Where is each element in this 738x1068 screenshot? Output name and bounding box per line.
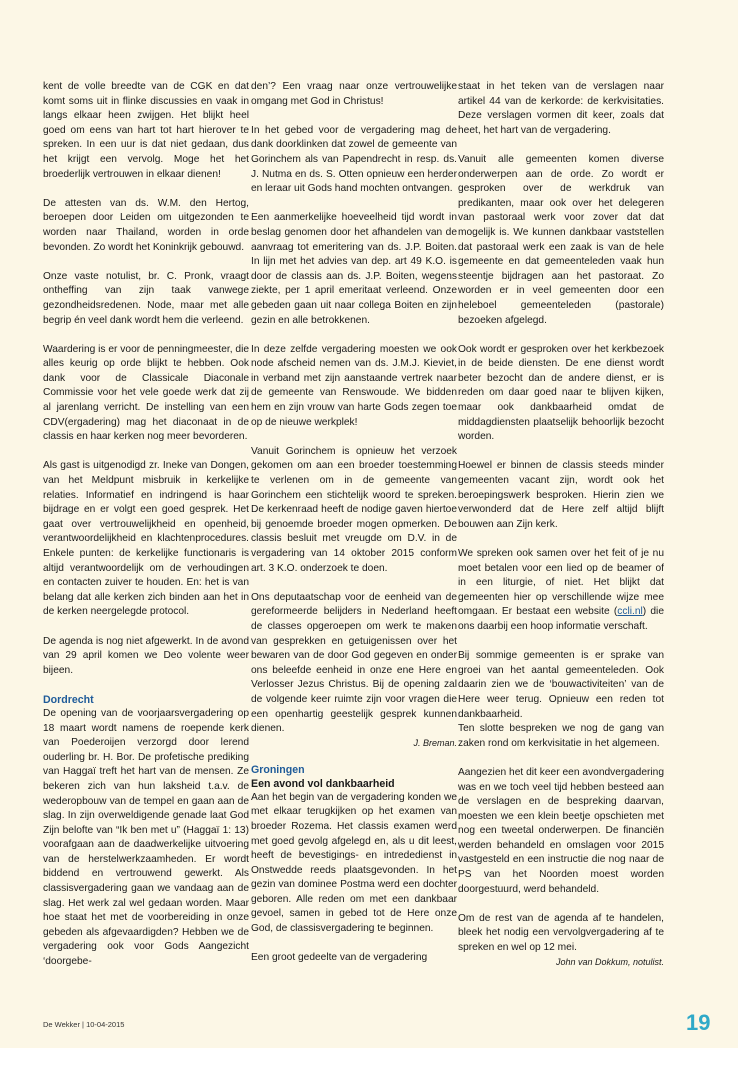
paragraph: Ons deputaatschap voor de eenheid van de gereformeerde belijders in Nederland heeft de classes opgeroepen om werk te maken van gesprekken en getuigenissen over het bewaren van de door God gegeven en onder ons beleefde eenheid in onze ene Here en Verlosser Jezus Christus. Bij de opening zal de volgende keer ruimte zijn voor vragen die een openhartig geestelijk gesprek kunnen dienen. bbox=[251, 591, 457, 735]
paragraph: Bij sommige gemeenten is er sprake van groei van het aantal gemeenteleden. Ook daarin zien we de ‘bouwactiviteiten’ van de Here weer terug. Opnieuw een reden tot dankbaarheid. bbox=[458, 650, 664, 720]
publication-footer: De Wekker | 10-04-2015 bbox=[43, 1020, 125, 1029]
paragraph: Aan het begin van de vergadering konden we met elkaar terugkijken op het examen van broeder Rozema. Het classis examen werd met goed gevolg afgelegd en, als u dit leest, heeft de bevestigings- en intrededienst in Onstwedde reeds plaatsgevonden. In het gezin van dominee Postma werd een dochter geboren. Alle reden om met een dankbaar gevoel, samen in gebed tot de Here onze God, de classisvergadering te beginnen. bbox=[251, 791, 457, 935]
paragraph: Onze vaste notulist, br. C. Pronk, vraagt ontheffing van zijn taak vanwege gezondheidsredenen. Node, maar met alle begrip én veel dank wordt hem die verleend. bbox=[43, 270, 249, 326]
paragraph: Waardering is er voor de penningmeester, die alles keurig op orde blijkt te hebben. Ook dank voor de Classicale Diaconale Commissie voor het vele goede werk dat zij al jarenlang verricht. De instelling van een CDV(ergadering) mag het diaconaat in de classis en haar kerken nog meer bevorderen. bbox=[43, 343, 249, 443]
paragraph: Aangezien het dit keer een avondvergadering was en we toch veel tijd hebben besteed aan de verslagen en de bespreking daarvan, moesten we een klein beetje opschieten met nog een tweetal onderwerpen. De financiën werden behandeld en omslagen voor 2015 vastgesteld en een instructie die nog naar de PS van het Noorden moest worden doorgestuurd, werd behandeld. bbox=[458, 766, 664, 895]
column-2 bbox=[251, 80, 457, 966]
paragraph: Hoewel er binnen de classis steeds minder gemeenten vacant zijn, wordt ook het beroepingswerk besproken. Hierin zien we verwonderd dat de Here zelf altijd blijft bouwen aan Zijn kerk. bbox=[458, 460, 664, 530]
paragraph-text: We spreken ook samen over het feit of je nu moet betalen voor een lied op de beamer of in een liturgie, of niet. Het blijkt dat gemeenten hier op verschillende wijze mee omgaan. Er bestaat een website ( bbox=[458, 548, 664, 618]
paragraph: Ten slotte bespreken we nog de gang van zaken rond om kerkvisitatie in het algemeen. bbox=[458, 723, 664, 749]
paragraph-text: ) die ons daarbij een hoop informatie verschaft. bbox=[458, 606, 664, 632]
author-signature: John van Dokkum, notulist. bbox=[555, 956, 664, 967]
paragraph: den’? Een vraag naar onze vertrouwelijke omgang met God in Christus! bbox=[251, 81, 457, 107]
page-number: 19 bbox=[686, 1010, 711, 1035]
website-link[interactable]: ccli.nl bbox=[617, 606, 643, 618]
paragraph: Vanuit Gorinchem is opnieuw het verzoek gekomen om aan een broeder toestemming te verlenen om in de gemeente van Gorinchem een stichtelijk woord te spreken. De kerkenraad heeft de nodige gaven hiertoe bij genoemde broeder mogen opmerken. De classis besluit met vreugde om D.V. in de vergadering van 14 oktober 2015 conform art. 3 K.O. onderzoek te doen. bbox=[251, 445, 457, 574]
paragraph: Ook wordt er gesproken over het kerkbezoek in de beide diensten. De ene dienst wordt beter bezocht dan de andere dienst, er is reden om daar goed naar te blijven kijken, maar ook dankbaarheid omdat de middagdiensten plaatselijk behoorlijk bezocht worden. bbox=[458, 343, 664, 443]
paragraph bbox=[458, 547, 664, 635]
paragraph: De agenda is nog niet afgewerkt. In de avond van 29 april komen we Deo volente weer bijeen. bbox=[43, 635, 249, 676]
column-1 bbox=[43, 80, 249, 970]
column-3 bbox=[458, 80, 664, 982]
paragraph: De opening van de voorjaarsvergadering op 18 maart wordt namens de roepende kerk van Poederoijen verzorgd door lerend ouderling br. H. Bor. De profetische prediking van Haggaï treft het hart van de mensen. Ze bekeren zich van hun laksheid t.a.v. de wederopbouw van de tempel en gaan aan de slag. In zijn overweldigende genade laat God Zijn belofte van “Ik ben met u” (Haggaï 1: 13) voorafgaan aan de daadwerkelijke uitvoering van de herstelwerkzaamheden. Er wordt biddend en vertrouwend gewerkt. Als classisvergadering gaan we vandaag aan de slag. Het werk zal wel gedaan worden. Maar hoe staat het met de voorbereiding in onze gebeden als afgevaardigden? Hebben we de vergadering ook voor Gods Aangezicht ‘doorgebe- bbox=[43, 707, 249, 968]
author-signature: J. Breman. bbox=[413, 737, 457, 748]
paragraph: Vanuit alle gemeenten komen diverse onderwerpen aan de orde. Zo wordt er gesproken over de werkdruk van predikanten, maar ook over het delegeren van pastoraal werk voor zover dat dat mogelijk is. We kunnen dankbaar vaststellen dat pastoraal werk een zaak is van de hele gemeente en dat gemeenteleden vaak hun steentje bijdragen aan het pastoraat. Zo worden er in veel gemeenten door een heleboel gemeenteleden (pastorale) bezoeken afgelegd. bbox=[458, 153, 664, 326]
paragraph: Om de rest van de agenda af te handelen, bleek het nodig een vervolgvergadering af te spreken en wel op 12 mei. bbox=[458, 912, 664, 954]
section-heading-groningen: Groningen bbox=[251, 763, 305, 776]
paragraph: Een groot gedeelte van de vergadering bbox=[251, 952, 428, 964]
section-heading-dordrecht: Dordrecht bbox=[43, 693, 94, 706]
paragraph: In deze zelfde vergadering moesten we ook node afscheid nemen van ds. J.M.J. Kieviet, in verband met zijn aanstaande vertrek naar de gemeente van Renswoude. We bidden hem en zijn vrouw van harte Gods zegen toe op de nieuwe werkplek! bbox=[251, 343, 457, 428]
paragraph: Als gast is uitgenodigd zr. Ineke van Dongen, van het Meldpunt misbruik in kerkelijke relaties. Informatief en indringend is haar bijdrage en er volgt een goed gesprek. Het gaat over vertrouwelijkheid en openheid, verantwoordelijkheid en klachtenprocedures. Enkele punten: de kerkelijke functionaris is altijd verantwoordelijk om de verhoudingen en contacten zuiver te houden. En: het is van belang dat alle kerken zich binden aan het in de kerken neergelegde protocol. bbox=[43, 460, 249, 618]
section-subheading: Een avond vol dankbaarheid bbox=[251, 777, 395, 790]
paragraph: staat in het teken van de verslagen naar artikel 44 van de kerkorde: de kerkvisitaties. Deze verslagen vormen dit keer, zoals dat heet, het hart van de vergadering. bbox=[458, 81, 664, 136]
paragraph: kent de volle breedte van de CGK en dat komt soms uit in flinke discussies en vaak in langs elkaar heen zwijgen. Het blijkt heel goed om eens van hart tot hart hierover te spreken. In een uur is dat niet gedaan, dus het krijgt een vervolg. Moge het het broederlijk vertrouwen in elkaar dienen! bbox=[43, 81, 249, 180]
paragraph: De attesten van ds. W.M. den Hertog, beroepen door Leiden om uitgezonden te worden naar Thailand, worden in orde bevonden. Zo wordt het Koninkrijk gebouwd. bbox=[43, 197, 249, 253]
paragraph: In het gebed voor de vergadering mag de dank doorklinken dat zowel de gemeente van Gorinchem als van Papendrecht in resp. ds. J. Nutma en ds. S. Otten opnieuw een herder en leraar uit Gods hand mochten ontvangen. bbox=[251, 124, 457, 195]
paragraph: Een aanmerkelijke hoeveelheid tijd wordt in beslag genomen door het afhandelen van de aanvraag tot emeritering van ds. J.P. Boiten. In lijn met het advies van dep. art 49 K.O. is door de classis aan ds. J.P. Boiten, wegens ziekte, per 1 april emeritaat verleend. Onze gebeden gaan uit naar collega Boiten en zijn gezin en alle betrokkenen. bbox=[251, 212, 457, 326]
